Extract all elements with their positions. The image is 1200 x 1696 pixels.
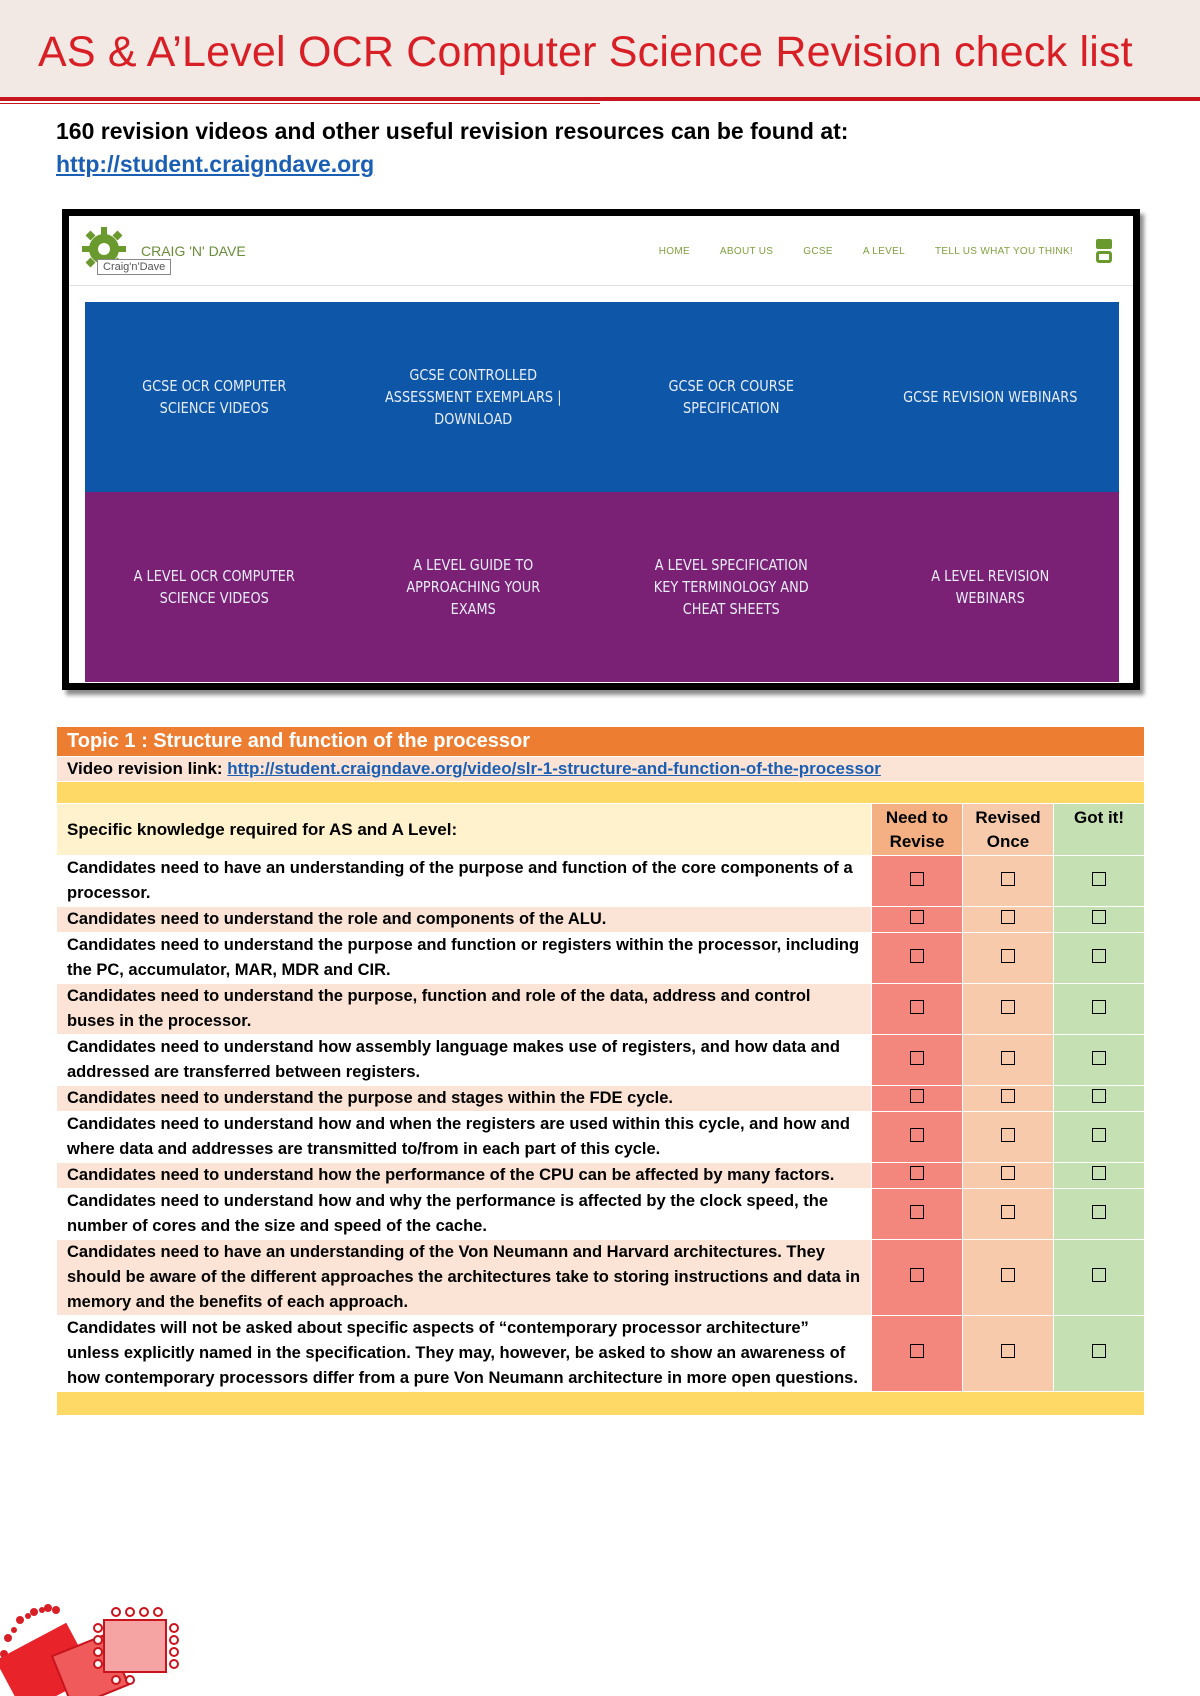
nav-gcse[interactable]: GCSE xyxy=(803,246,833,257)
header-revised-once: Revised Once xyxy=(963,804,1054,856)
requirement-text: Candidates need to understand the role and components of the ALU. xyxy=(57,907,872,933)
requirement-text: Candidates need to understand how and when the registers are used within this cycle, and how and where data and addresses are transmitted to/from in each part of this cycle. xyxy=(57,1112,872,1163)
revised-once-cell xyxy=(963,933,1054,984)
got-it-checkbox[interactable] xyxy=(1092,872,1106,886)
student-site-link[interactable]: http://student.craigndave.org xyxy=(56,151,375,177)
got-it-cell xyxy=(1054,907,1145,933)
topic-checklist-table xyxy=(56,726,1145,1416)
got-it-checkbox[interactable] xyxy=(1092,1344,1106,1358)
requirement-text: Candidates need to understand the purpose and stages within the FDE cycle. xyxy=(57,1086,872,1112)
site-brand[interactable]: CRAIG 'N' DAVE xyxy=(141,243,246,259)
table-row xyxy=(57,1086,1145,1112)
table-row xyxy=(57,1112,1145,1163)
got-it-checkbox[interactable] xyxy=(1092,1089,1106,1103)
youtube-icon[interactable] xyxy=(1095,238,1113,264)
need-to-revise-checkbox[interactable] xyxy=(910,872,924,886)
revised-once-cell xyxy=(963,856,1054,907)
table-row xyxy=(57,907,1145,933)
revised-once-checkbox[interactable] xyxy=(1001,1166,1015,1180)
requirement-text: Candidates need to understand the purpose, function and role of the data, address and control buses in the processor. xyxy=(57,984,872,1035)
revised-once-checkbox[interactable] xyxy=(1001,1268,1015,1282)
intro xyxy=(56,118,1156,178)
revised-once-cell xyxy=(963,1035,1054,1086)
need-to-revise-checkbox[interactable] xyxy=(910,910,924,924)
table-row xyxy=(57,1189,1145,1240)
need-to-revise-cell xyxy=(872,984,963,1035)
got-it-checkbox[interactable] xyxy=(1092,1000,1106,1014)
got-it-cell xyxy=(1054,856,1145,907)
spacer-band xyxy=(57,782,1145,804)
footer-band xyxy=(57,1392,1145,1416)
page-title: AS & A’Level OCR Computer Science Revision check list xyxy=(38,28,1133,76)
revised-once-cell xyxy=(963,984,1054,1035)
got-it-checkbox[interactable] xyxy=(1092,1128,1106,1142)
intro-text: 160 revision videos and other useful revision resources can be found at: xyxy=(56,118,849,144)
need-to-revise-cell xyxy=(872,1316,963,1392)
tile-alevel-videos[interactable]: A LEVEL OCR COMPUTER SCIENCE VIDEOS xyxy=(133,567,295,607)
need-to-revise-checkbox[interactable] xyxy=(910,1344,924,1358)
got-it-cell xyxy=(1054,933,1145,984)
table-row xyxy=(57,856,1145,907)
requirement-text: Candidates need to understand how the performance of the CPU can be affected by many factors. xyxy=(57,1163,872,1189)
requirement-text: Candidates need to have an understanding of the Von Neumann and Harvard architectures. They should be aware of the different approaches the architectures take to storing instructions and data in memory and the benefits of each approach. xyxy=(57,1240,872,1316)
revised-once-cell xyxy=(963,1086,1054,1112)
table-row xyxy=(57,984,1145,1035)
got-it-checkbox[interactable] xyxy=(1092,1051,1106,1065)
got-it-checkbox[interactable] xyxy=(1092,1205,1106,1219)
revised-once-cell xyxy=(963,1316,1054,1392)
revised-once-cell xyxy=(963,907,1054,933)
tile-gcse-webinars[interactable]: GCSE REVISION WEBINARS xyxy=(902,388,1077,406)
got-it-cell xyxy=(1054,984,1145,1035)
need-to-revise-checkbox[interactable] xyxy=(910,1128,924,1142)
need-to-revise-checkbox[interactable] xyxy=(910,1268,924,1282)
nav-tell-us[interactable]: TELL US WHAT YOU THINK! xyxy=(934,246,1073,257)
need-to-revise-checkbox[interactable] xyxy=(910,1205,924,1219)
site-nav-menu xyxy=(659,246,1073,257)
revised-once-checkbox[interactable] xyxy=(1001,949,1015,963)
header-got-it: Got it! xyxy=(1054,804,1145,856)
need-to-revise-checkbox[interactable] xyxy=(910,949,924,963)
got-it-checkbox[interactable] xyxy=(1092,1268,1106,1282)
logo-badge: Craig'n'Dave xyxy=(97,259,171,275)
need-to-revise-cell xyxy=(872,1189,963,1240)
need-to-revise-cell xyxy=(872,1240,963,1316)
gcse-tiles xyxy=(85,302,1119,492)
need-to-revise-cell xyxy=(872,1086,963,1112)
revised-once-cell xyxy=(963,1240,1054,1316)
revised-once-cell xyxy=(963,1189,1054,1240)
nav-about-us[interactable]: ABOUT US xyxy=(719,246,774,257)
video-link-row xyxy=(57,757,1145,782)
table-row xyxy=(57,1163,1145,1189)
revised-once-checkbox[interactable] xyxy=(1001,872,1015,886)
revised-once-checkbox[interactable] xyxy=(1001,1089,1015,1103)
revised-once-checkbox[interactable] xyxy=(1001,1344,1015,1358)
need-to-revise-cell xyxy=(872,856,963,907)
tile-alevel-webinars[interactable]: A LEVEL REVISION WEBINARS xyxy=(930,567,1049,607)
tile-alevel-specification[interactable]: A LEVEL SPECIFICATION KEY TERMINOLOGY AND CHEAT SHEETS xyxy=(653,556,809,618)
revised-once-cell xyxy=(963,1112,1054,1163)
revised-once-checkbox[interactable] xyxy=(1001,1051,1015,1065)
table-row xyxy=(57,1316,1145,1392)
need-to-revise-cell xyxy=(872,1035,963,1086)
got-it-cell xyxy=(1054,1163,1145,1189)
site-nav-bar xyxy=(69,216,1133,286)
website-screenshot xyxy=(62,209,1140,690)
alevel-tiles xyxy=(85,492,1119,682)
requirement-text: Candidates will not be asked about specific aspects of “contemporary processor architecture” unless explicitly named in the specification. They may, however, be asked to show an awareness of how contemporary processors differ from a pure Von Neumann architecture in more open questions. xyxy=(57,1316,872,1392)
revised-once-checkbox[interactable] xyxy=(1001,1000,1015,1014)
got-it-cell xyxy=(1054,1189,1145,1240)
got-it-checkbox[interactable] xyxy=(1092,910,1106,924)
header-need-to-revise: Need to Revise xyxy=(872,804,963,856)
need-to-revise-cell xyxy=(872,1163,963,1189)
page-header xyxy=(0,0,1200,98)
got-it-cell xyxy=(1054,1035,1145,1086)
got-it-checkbox[interactable] xyxy=(1092,1166,1106,1180)
got-it-cell xyxy=(1054,1112,1145,1163)
revised-once-checkbox[interactable] xyxy=(1001,910,1015,924)
nav-a-level[interactable]: A LEVEL xyxy=(862,246,905,257)
need-to-revise-cell xyxy=(872,1112,963,1163)
requirement-text: Candidates need to have an understanding of the purpose and function of the core components of a processor. xyxy=(57,856,872,907)
need-to-revise-checkbox[interactable] xyxy=(910,1051,924,1065)
revised-once-cell xyxy=(963,1163,1054,1189)
revised-once-checkbox[interactable] xyxy=(1001,1205,1015,1219)
need-to-revise-checkbox[interactable] xyxy=(910,1166,924,1180)
got-it-cell xyxy=(1054,1316,1145,1392)
need-to-revise-cell xyxy=(872,933,963,984)
header-divider xyxy=(0,97,1200,101)
tile-gcse-controlled-assessment[interactable]: GCSE CONTROLLED ASSESSMENT EXEMPLARS | DOWNLOAD xyxy=(384,366,562,428)
table-row xyxy=(57,1035,1145,1086)
revised-once-checkbox[interactable] xyxy=(1001,1128,1015,1142)
tile-alevel-exam-guide[interactable]: A LEVEL GUIDE TO APPROACHING YOUR EXAMS xyxy=(405,556,540,618)
video-revision-link[interactable]: http://student.craigndave.org/video/slr-1-structure-and-function-of-the-processor xyxy=(227,759,881,778)
tile-gcse-videos[interactable]: GCSE OCR COMPUTER SCIENCE VIDEOS xyxy=(142,377,287,417)
requirement-text: Candidates need to understand the purpose and function or registers within the processor, including the PC, accumulator, MAR, MDR and CIR. xyxy=(57,933,872,984)
requirement-text: Candidates need to understand how and why the performance is affected by the clock speed, the number of cores and the size and speed of the cache. xyxy=(57,1189,872,1240)
tile-gcse-specification[interactable]: GCSE OCR COURSE SPECIFICATION xyxy=(668,377,795,417)
table-row xyxy=(57,933,1145,984)
need-to-revise-checkbox[interactable] xyxy=(910,1000,924,1014)
header-divider-thin xyxy=(0,103,600,104)
checklist-items xyxy=(57,856,1145,1392)
got-it-cell xyxy=(1054,1240,1145,1316)
video-link-label: Video revision link: xyxy=(67,759,228,778)
table-row xyxy=(57,1240,1145,1316)
chip-logo-icon xyxy=(0,1598,190,1696)
requirement-text: Candidates need to understand how assembly language makes use of registers, and how data and addressed are transferred between registers. xyxy=(57,1035,872,1086)
got-it-cell xyxy=(1054,1086,1145,1112)
nav-home[interactable]: HOME xyxy=(658,246,690,257)
got-it-checkbox[interactable] xyxy=(1092,949,1106,963)
need-to-revise-checkbox[interactable] xyxy=(910,1089,924,1103)
knowledge-heading: Specific knowledge required for AS and A Level: xyxy=(57,804,872,856)
need-to-revise-cell xyxy=(872,907,963,933)
topic-title: Topic 1 : Structure and function of the processor xyxy=(57,727,1145,757)
